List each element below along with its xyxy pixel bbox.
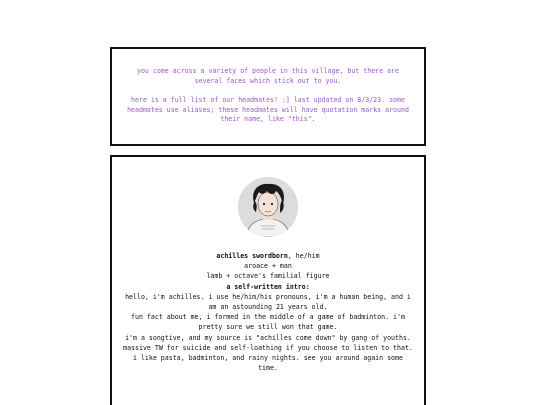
intro-paragraph-1: you come across a variety of people in this village, but there are several faces which stick out to you. [136,67,399,85]
profile-name-line [122,251,414,261]
intro-line: i'm a songtive, and my source is "achilles come down" by gang of youths. massive TW for suicide and self-loathing if you choose to listen to that. [123,333,413,352]
intro-card [110,47,426,146]
intro-paragraph-2: here is a full list of our headmates! :] last updated on 8/3/23. some headmates use aliases; these headmates will have quotation marks around their name, like "this". [127,96,409,123]
intro-line: fun fact about me, i formed in the middle of a game of badminton. i'm pretty sure we still won that game. [131,313,405,332]
profile-name: achilles swordborn [216,252,288,260]
intro-line: hello, i'm achilles. i use he/him/his pronouns, i'm a human being, and i am an astounding 21 years old. [125,292,411,312]
profile-role: lamb + octave's familial figure [206,272,330,281]
intro-heading: a self-written intro: [226,282,310,291]
avatar [238,177,298,237]
intro-line: i like pasta, badminton, and rainy nights. see you around again some time. [133,354,403,373]
profile-pronouns: , he/him [287,252,320,260]
profile-card [110,155,426,405]
avatar-illustration [238,177,298,237]
profile-identity: aroace + man [244,262,292,271]
